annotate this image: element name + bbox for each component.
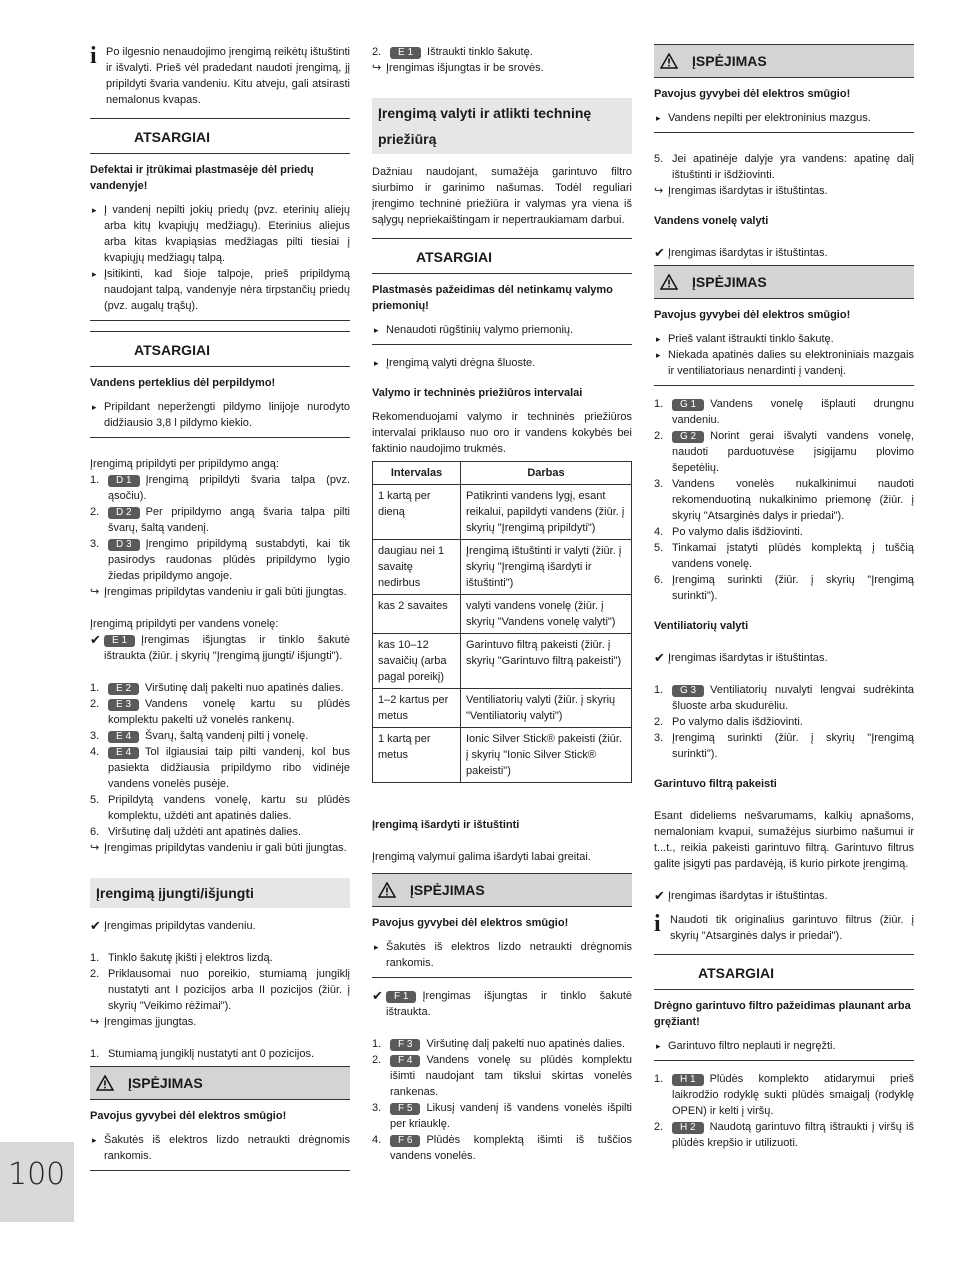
filter-steps [654, 1071, 914, 1151]
checkmark-icon: ✔ [372, 988, 383, 1003]
fill-steps [90, 472, 350, 584]
list-item: ▸ Šakutės iš elektros lizdo netraukti drėgnomis rankomis. [372, 939, 632, 971]
table-row: 1–2 kartus per metus Ventiliatorių valyti (žiūr. į skyrių "Ventiliatorių valyti") [373, 689, 632, 728]
warning-heading: ĮSPĖJIMAS [90, 1066, 350, 1100]
step-item: 2. E 3 Vandens vonelę kartu su plūdės komplektu pakelti už vonelės rankenų. [90, 698, 350, 726]
step-item: 3. D 3 Įrengimo pripildymą sustabdyti, kai tik pasirodys raudonas plūdės pripildymo lygio žiedas pripildymo angoje. [90, 538, 350, 582]
caution-subtitle: Drėgno garintuvo filtro pažeidimas plaunant arba gręžiant! [654, 1000, 911, 1028]
figure-ref-badge: E 1 [390, 47, 421, 59]
table-row: daugiau nei 1 savaitę nedirbus Įrengimą ištuštinti ir valyti (žiūr. į skyrių "Įrengimą išardyti ir ištuštinti") [373, 540, 632, 595]
subheading: Vandens vonelę valyti [654, 215, 769, 227]
column-3 [654, 44, 914, 1151]
subheading: Ventiliatorių valyti [654, 620, 749, 632]
caution-subtitle: Defektai ir įtrūkimai plastmasėje dėl priedų vandenyje! [90, 164, 314, 192]
step-item: 1. G 3 Ventiliatorių nuvalyti lengvai sudrėkinta šluoste arba skudurėliu. [654, 684, 914, 712]
result-arrow-icon: ↪ [90, 1016, 100, 1028]
list-item: ▸ Pripildant neperžengti pildymo linijoje nurodyto didžiausio 3,8 l pildymo kiekio. [90, 399, 350, 431]
warning-triangle-icon [378, 882, 396, 898]
table-row: kas 10–12 savaičių (arba pagal poreikį) Garintuvo filtrą pakeisti (žiūr. į skyrių "Garintuvo filtrą pakeisti") [373, 634, 632, 689]
step-item: 4. E 4 Tol ilgiausiai taip pilti vandenį, kol bus pasiekta didžiausia pripildymo ribo vidinėje vandens vonelės pusėje. [90, 746, 350, 790]
step-item: 2. G 2 Norint gerai išvalyti vandens vonelę, naudoti parduotuvėse įsigijamu plovimo šepetėlių. [654, 430, 914, 474]
result-arrow-icon: ↪ [654, 185, 664, 197]
subheading: Garintuvo filtrą pakeisti [654, 778, 777, 790]
precondition-line: ✔ Įrengimas išardytas ir ištuštintas. [654, 650, 828, 665]
step-item: 2. D 2 Per pripildymo angą švaria talpa pilti švarų, šaltą vandenį. [90, 506, 350, 534]
step-item: 1. E 2 Viršutinę dalį pakelti nuo apatinės dalies. [90, 682, 344, 694]
info-text: Naudoti tik originalius garintuvo filtrus (žiūr. į skyrių "Atsarginės dalys ir priedai"). [670, 914, 914, 942]
step-item: 6. Viršutinę dalį uždėti ant apatinės dalies. [90, 826, 302, 838]
figure-ref-badge: D 1 [108, 475, 140, 487]
step-item: 1. Tinklo šakutę įkišti į elektros lizdą. [90, 952, 273, 964]
figure-ref-badge: F 3 [390, 1039, 420, 1051]
step-item: 3. E 4 Švarų, šaltą vandenį pilti į vonelę. [90, 730, 309, 742]
warning-subtitle: Pavojus gyvybei dėl elektros smūgio! [654, 309, 851, 321]
paragraph: Dažniau naudojant, sumažėja garintuvo filtro siurbimo ir garinimo našumas. Todėl reguliari įrengimo techninė priežiūra ir valymas yra viena iš sąlygų nepriekaištingam ir nepertraukiamam darbui. [372, 166, 632, 226]
column-header: Darbas [461, 462, 632, 485]
figure-ref-badge: D 2 [108, 507, 140, 519]
figure-ref-badge: H 1 [672, 1074, 704, 1086]
bath-steps [654, 396, 914, 604]
figure-ref-badge: F 5 [390, 1103, 420, 1115]
list-item: ▸ Į vandenį nepilti jokių priedų (pvz. eterinių aliejų arba kitų kvapiųjų medžiagų). Eterinius aliejus arba kitas kvapiąsias medžiagas pilti tiesiai į kvapiųjų medžiagų talpą. [90, 202, 350, 266]
caution-subtitle: Plastmasės pažeidimas dėl netinkamų valymo priemonių! [372, 284, 613, 312]
caution-list [90, 202, 350, 321]
step-item: 1. G 1 Vandens vonelę išplauti drungnu vandeniu. [654, 398, 914, 426]
warning-triangle-icon [660, 274, 678, 290]
warning-triangle-icon [96, 1075, 114, 1091]
caution-list [372, 322, 632, 345]
warning-subtitle: Pavojus gyvybei dėl elektros smūgio! [372, 917, 569, 929]
table-row: kas 2 savaites valyti vandens vonelę (žiūr. į skyrių "Vandens vonelę valyti") [373, 595, 632, 634]
step-item: 2. E 1 Ištraukti tinklo šakutę. [372, 46, 533, 58]
checkmark-icon: ✔ [654, 245, 665, 260]
figure-ref-badge: F 1 [386, 991, 416, 1003]
step-item: 2. Priklausomai nuo poreikio, stumiamą jungiklį nustatyti ant I pozicijos arba II pozicijos (žiūr. į skyrių "Veikimo rėžimai"). [90, 968, 350, 1012]
fill-intro: Įrengimą pripildyti per vandens vonelę: [90, 618, 279, 630]
warning-heading: ĮSPĖJIMAS [372, 873, 632, 907]
step-item: 2. H 2 Naudotą garintuvo filtrą ištraukti į viršų iš plūdės krepšio ir utilizuoti. [654, 1121, 914, 1149]
table-header-row [373, 462, 632, 485]
caution-list [90, 399, 350, 438]
info-text: Po ilgesnio nenaudojimo įrengimą reikėtų ištuštinti ir išvalyti. Prieš vėl pradedant naudoti įrengimą, jį pripildyti švaria vandeniu. Kitu atveju, gali atsirasti nemalonus kvapas. [106, 46, 350, 106]
precondition-line: ✔ Įrengimas pripildytas vandeniu. [90, 918, 256, 933]
column-1 [90, 44, 350, 1181]
figure-ref-badge: G 3 [672, 685, 704, 697]
clean-list [372, 355, 632, 371]
result-arrow-icon: ↪ [372, 62, 382, 74]
list-item: ▸ Garintuvo filtro neplauti ir negręžti. [654, 1038, 914, 1054]
precondition-line: ✔ F 1 Įrengimas išjungtas ir tinklo šakutė ištraukta. [372, 988, 632, 1018]
figure-ref-badge: G 2 [672, 431, 704, 443]
precondition-line: ✔ E 1 Įrengimas išjungtas ir tinklo šakutė ištraukta (žiūr. į skyrių "Įrengimą įjungti/ išjungti"). [90, 632, 350, 662]
step-item: 2. F 4 Vandens vonelę su plūdės komplektu išimti naudojant tam tikslui skirtas vonelės rankenas. [372, 1054, 632, 1098]
caution-heading: ATSARGIAI [654, 954, 914, 990]
step-item: 5. Tinkamai įstatyti plūdės komplektą į tuščią vandens vonelę. [654, 542, 914, 570]
step-item: 1. F 3 Viršutinę dalį pakelti nuo apatinės dalies. [372, 1038, 625, 1050]
precondition-line: ✔ Įrengimas išardytas ir ištuštintas. [654, 245, 828, 260]
column-header: Intervalas [373, 462, 461, 485]
figure-ref-badge: E 1 [104, 635, 135, 647]
info-note [90, 44, 350, 108]
warning-triangle-icon [660, 53, 678, 69]
off-steps [90, 1046, 350, 1062]
step-item: 5. Jei apatinėje dalyje yra vandens: apatinę dalį ištuštinti ir išdžiovinti. [654, 153, 914, 181]
disassemble-steps [372, 1036, 632, 1164]
figure-ref-badge: F 4 [390, 1055, 420, 1067]
warning-subtitle: Pavojus gyvybei dėl elektros smūgio! [90, 1110, 287, 1122]
step-item: 5. Pripildytą vandens vonelę, kartu su plūdės komplektu, uždėti ant apatinės dalies. [90, 794, 350, 822]
warning-subtitle: Pavojus gyvybei dėl elektros smūgio! [654, 88, 851, 100]
caution-subtitle: Vandens perteklius dėl perpildymo! [90, 377, 276, 389]
caution-list [654, 1038, 914, 1061]
list-item: ▸ Vandens nepilti per elektroninius mazgus. [654, 110, 914, 126]
figure-ref-badge: E 4 [108, 731, 139, 743]
list-item: ▸ Niekada apatinės dalies su elektroniniais mazgais ir ventiliatoriaus nenardinti į vandenį. [654, 347, 914, 379]
list-item: ▸ Nenaudoti rūgštinių valymo priemonių. [372, 322, 632, 338]
caution-heading: ATSARGIAI [90, 118, 350, 154]
warning-list [372, 939, 632, 978]
figure-ref-badge: G 1 [672, 399, 704, 411]
subheading: Valymo ir techninės priežiūros intervalai [372, 387, 583, 399]
checkmark-icon: ✔ [654, 650, 665, 665]
fill-steps [90, 680, 350, 840]
caution-heading: ATSARGIAI [90, 331, 350, 367]
result-line: ↪ Įrengimas išardytas ir ištuštintas. [654, 185, 828, 197]
figure-ref-badge: E 3 [108, 699, 139, 711]
warning-heading: ĮSPĖJIMAS [654, 265, 914, 299]
result-line: ↪ Įrengimas išjungtas ir be srovės. [372, 62, 544, 74]
step-item: 3. Vandens vonelės nukalkinimui naudoti rekomenduotiną nukalkinimo priemonę (žiūr. į skyrių "Atsarginės dalys ir priedai"). [654, 478, 914, 522]
paragraph: Rekomenduojami valymo ir techninės priežiūros intervalai priklauso nuo oro ir vandens kokybės bei faktinio naudojimo trukmės. [372, 411, 632, 455]
caution-heading: ATSARGIAI [372, 238, 632, 274]
unplug-steps [372, 44, 632, 60]
page-number-box [0, 1142, 74, 1222]
paragraph: Įrengimą valymui galima išardyti labai greitai. [372, 851, 591, 863]
step-item: 1. Stumiamą jungiklį nustatyti ant 0 pozicijos. [90, 1048, 315, 1060]
list-item: ▸ Įrengimą valyti drėgna šluoste. [372, 355, 632, 371]
warning-list [654, 331, 914, 386]
onoff-steps [90, 950, 350, 1014]
step-item: 4. F 6 Plūdės komplektą išimti iš tuščios vandens vonelės. [372, 1134, 632, 1162]
column-2 [372, 44, 632, 1164]
list-item: ▸ Prieš valant ištraukti tinklo šakutę. [654, 331, 914, 347]
step-item: 1. H 1 Plūdės komplekto atidarymui prieš laikrodžio rodyklę sukti plūdės smaigalį (rodyklę OPEN) ir kelti į viršų. [654, 1073, 914, 1117]
info-icon: i [90, 43, 97, 69]
step-item: 6. Įrengimą surinkti (žiūr. į skyrių "Įrengimą surinkti"). [654, 574, 914, 602]
subheading: Įrengimą išardyti ir ištuštinti [372, 819, 520, 831]
step-item: 1. D 1 Įrengimą pripildyti švaria talpa (pvz. ąsočiu). [90, 474, 350, 502]
checkmark-icon: ✔ [654, 888, 665, 903]
figure-ref-badge: D 3 [108, 539, 140, 551]
fan-steps [654, 682, 914, 762]
figure-ref-badge: H 2 [672, 1122, 704, 1134]
figure-ref-badge: E 4 [108, 747, 139, 759]
figure-ref-badge: F 6 [390, 1135, 420, 1147]
step-item: 3. F 5 Likusį vandenį iš vandens vonelės išpilti per kriauklę. [372, 1102, 632, 1130]
section-heading: Įrengimą valyti ir atlikti techninę priežiūrą [372, 98, 632, 154]
info-note [654, 912, 914, 944]
checkmark-icon: ✔ [90, 632, 101, 647]
figure-ref-badge: E 2 [108, 683, 139, 695]
list-item: ▸ Šakutės iš elektros lizdo netraukti drėgnomis rankomis. [90, 1132, 350, 1164]
drain-steps [654, 151, 914, 183]
step-item: 4. Po valymo dalis išdžiovinti. [654, 526, 803, 538]
result-arrow-icon: ↪ [90, 842, 100, 854]
list-item: ▸ Įsitikinti, kad šioje talpoje, prieš pripildymą naudojant talpą, vandenyje nėra tirpstančių priedų (pvz. augalų trąšų). [90, 266, 350, 314]
result-line: ↪ Įrengimas įjungtas. [90, 1016, 197, 1028]
table-row: 1 kartą per metus Ionic Silver Stick® pakeisti (žiūr. į skyrių "Ionic Silver Stick® pakeisti") [373, 728, 632, 783]
result-line: ↪ Įrengimas pripildytas vandeniu ir gali būti įjungtas. [90, 842, 347, 854]
warning-list [90, 1132, 350, 1171]
intervals-table [372, 461, 632, 783]
result-line: ↪ Įrengimas pripildytas vandeniu ir gali būti įjungtas. [90, 586, 347, 598]
step-item: 2. Po valymo dalis išdžiovinti. [654, 716, 803, 728]
warning-heading: ĮSPĖJIMAS [654, 44, 914, 78]
result-arrow-icon: ↪ [90, 586, 100, 598]
page-number: 100 [8, 1157, 66, 1192]
table-row: 1 kartą per dieną Patikrinti vandens lygį, esant reikalui, papildyti vandens (žiūr. į skyrių "Įrengimą pripildyti") [373, 485, 632, 540]
step-item: 3. Įrengimą surinkti (žiūr. į skyrių "Įrengimą surinkti"). [654, 732, 914, 760]
checkmark-icon: ✔ [90, 918, 101, 933]
fill-intro: Įrengimą pripildyti per pripildymo angą: [90, 458, 279, 470]
info-icon: i [654, 911, 661, 937]
paragraph: Esant dideliems nešvarumams, kalkių apnašoms, nemaloniam kvapui, sumažėjus siurbimo našumui ir t...t., reikia pakeisti garintuvo filtrą. Garintuvo filtrus galite įsigyti pas pardavėją, iš kurio pirkote įrengimą. [654, 810, 914, 870]
warning-list [654, 110, 914, 133]
precondition-line: ✔ Įrengimas išardytas ir ištuštintas. [654, 888, 828, 903]
section-heading: Įrengimą įjungti/išjungti [90, 878, 350, 908]
